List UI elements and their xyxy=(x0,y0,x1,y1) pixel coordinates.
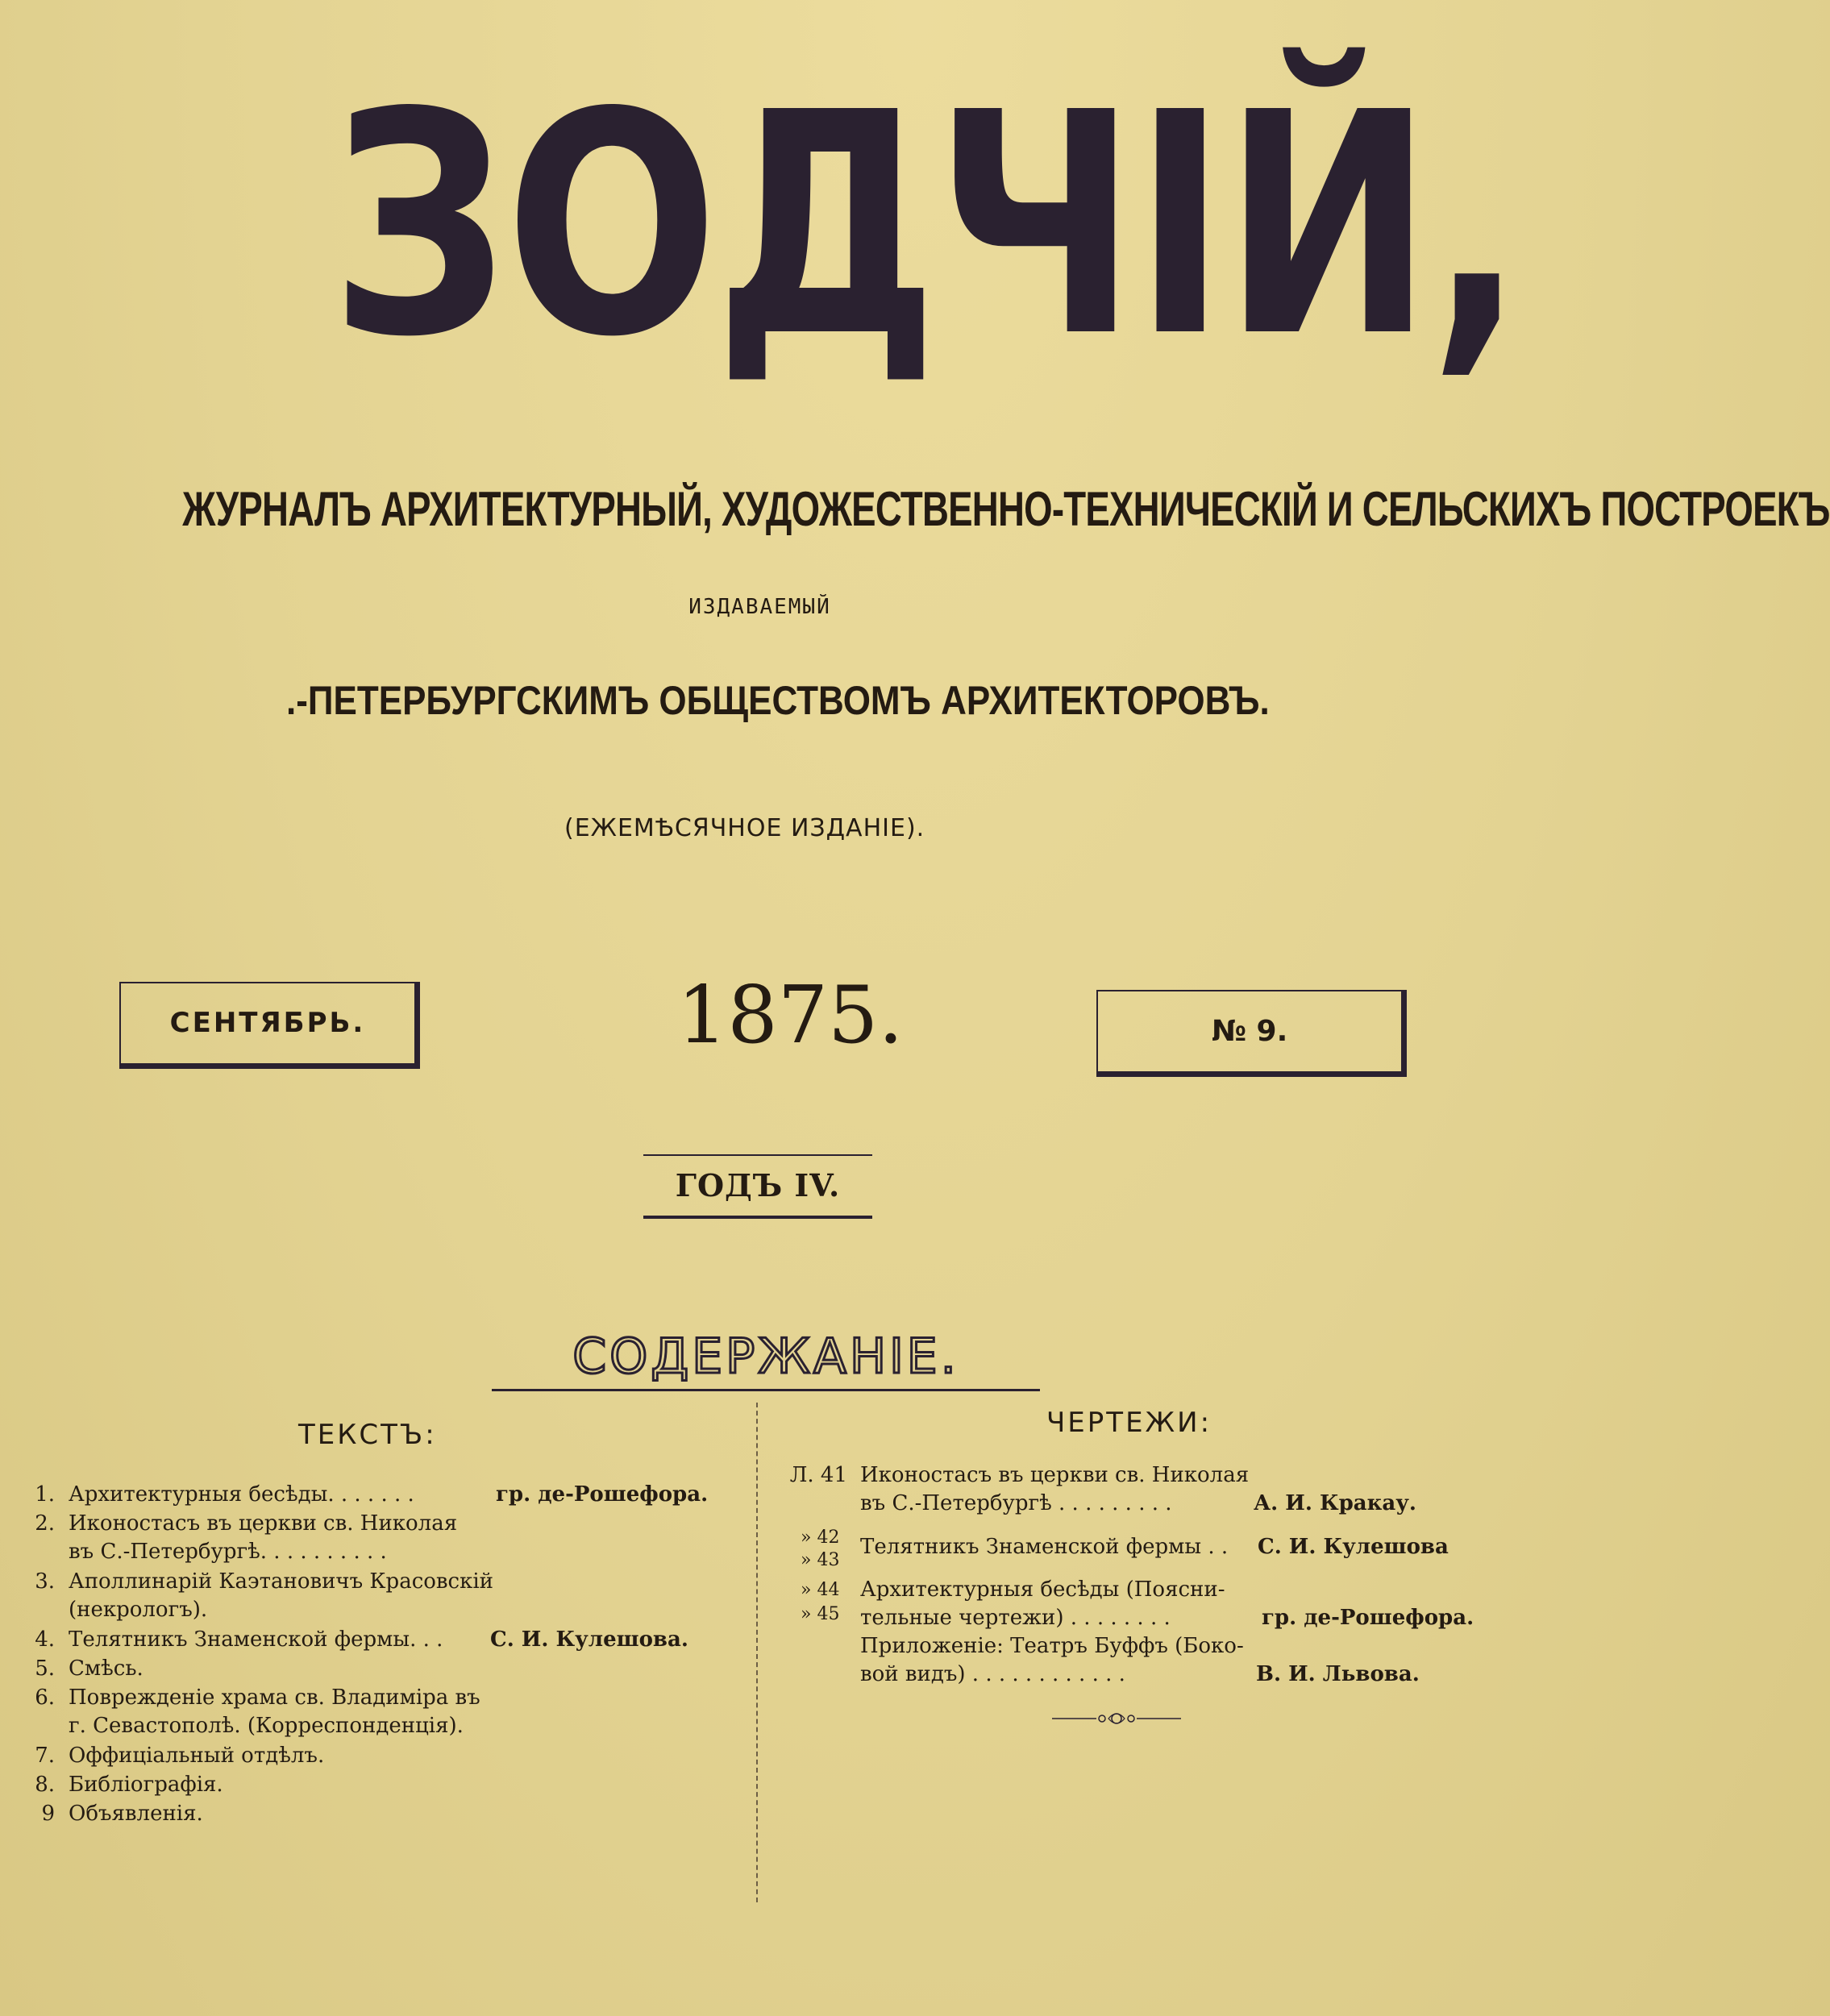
drawing-title-cont: вой видъ) . . . . . . . . . . . . xyxy=(860,1662,1125,1686)
text-item-title: Объявленія. xyxy=(69,1802,203,1826)
drawing-title: Архитектурныя бесѣды (Поясни- xyxy=(860,1577,1225,1602)
text-item-number: 6. xyxy=(35,1686,55,1710)
drawing-sheet-number: » 42 xyxy=(801,1528,840,1548)
text-item-number: 7. xyxy=(35,1744,55,1768)
text-item-title: Библіографія. xyxy=(69,1773,223,1797)
issue-month: СЕНТЯБРЬ. xyxy=(169,1007,366,1039)
masthead-title: ЗОДЧІЙ, xyxy=(331,47,1521,404)
text-item-number: 4. xyxy=(35,1627,55,1652)
drawing-sheet-number-2: » 45 xyxy=(801,1604,840,1624)
text-item-title-cont: г. Севастополѣ. (Корреспонденція). xyxy=(69,1714,464,1738)
text-item-title: Архитектурныя бесѣды. . . . . . . xyxy=(69,1482,414,1507)
text-item-title: Смѣсь. xyxy=(69,1656,143,1681)
text-item-title: Оффиціальный отдѣлъ. xyxy=(69,1744,325,1768)
drawing-author: С. И. Кулешова xyxy=(1258,1535,1449,1559)
text-item-title-cont: (некрологъ). xyxy=(69,1598,208,1622)
ornament-divider xyxy=(1052,1709,1181,1728)
drawing-sheet-number: Л. 41 xyxy=(789,1463,847,1487)
drawing-title-cont: въ С.-Петербургѣ . . . . . . . . . xyxy=(860,1491,1172,1515)
drawing-title: Приложеніе: Театръ Буффъ (Боко- xyxy=(860,1634,1244,1658)
text-item-number: 9 xyxy=(41,1802,55,1826)
issue-month-box xyxy=(119,982,420,1069)
drawing-title: Телятникъ Знаменской фермы . . xyxy=(860,1535,1229,1559)
contents-title: СОДЕРЖАНІЕ. xyxy=(492,1324,1040,1391)
text-item-title: Поврежденіе храма св. Владиміра въ xyxy=(69,1686,480,1710)
journal-subtitle: ЖУРНАЛЪ АРХИТЕКТУРНЫЙ, ХУДОЖЕСТВЕННО-ТЕХНИЧЕСКІЙ И СЕЛЬСКИХЪ ПОСТРОЕКЪ xyxy=(182,482,1830,536)
text-item-author: С. И. Кулешова. xyxy=(490,1627,688,1652)
drawing-sheet-number-2: » 43 xyxy=(801,1550,840,1570)
text-item-author: гр. де-Рошефора. xyxy=(496,1482,709,1507)
publication-frequency: (ЕЖЕМѢСЯЧНОЕ ИЗДАНІЕ). xyxy=(564,814,925,842)
text-item-number: 8. xyxy=(35,1773,55,1797)
issue-number: № 9. xyxy=(1211,1015,1288,1048)
drawing-title: Иконостасъ въ церкви св. Николая xyxy=(860,1463,1250,1487)
text-item-title: Иконостасъ въ церкви св. Николая xyxy=(69,1511,458,1536)
issue-year: 1875. xyxy=(677,970,904,1062)
drawing-author: гр. де-Рошефора. xyxy=(1262,1606,1474,1630)
text-item-number: 2. xyxy=(35,1511,55,1536)
publisher-society: .-ПЕТЕРБУРГСКИМЪ ОБЩЕСТВОМЪ АРХИТЕКТОРОВЪ. xyxy=(286,678,1270,723)
text-item-number: 3. xyxy=(35,1569,55,1594)
text-section-heading: ТЕКСТЪ: xyxy=(298,1419,437,1451)
text-item-title: Телятникъ Знаменской фермы. . . xyxy=(69,1627,443,1652)
column-divider xyxy=(756,1403,758,1902)
text-item-title-cont: въ С.-Петербургѣ. . . . . . . . . . xyxy=(69,1540,387,1564)
drawing-author: В. И. Львова. xyxy=(1256,1662,1420,1686)
drawing-author: А. И. Кракау. xyxy=(1254,1491,1416,1515)
text-item-number: 1. xyxy=(35,1482,55,1507)
text-item-title: Аполлинарій Каэтановичъ Красовскій xyxy=(69,1569,494,1594)
issue-number-box xyxy=(1096,990,1407,1077)
text-item-number: 5. xyxy=(35,1656,55,1681)
drawings-section-heading: ЧЕРТЕЖИ: xyxy=(1046,1407,1212,1439)
drawing-title-cont: тельные чертежи) . . . . . . . . xyxy=(860,1606,1171,1630)
published-by: ИЗДАВАЕМЫЙ xyxy=(688,595,831,619)
issue-volume: ГОДЪ IV. xyxy=(643,1154,872,1219)
drawing-sheet-number: » 44 xyxy=(801,1580,840,1600)
